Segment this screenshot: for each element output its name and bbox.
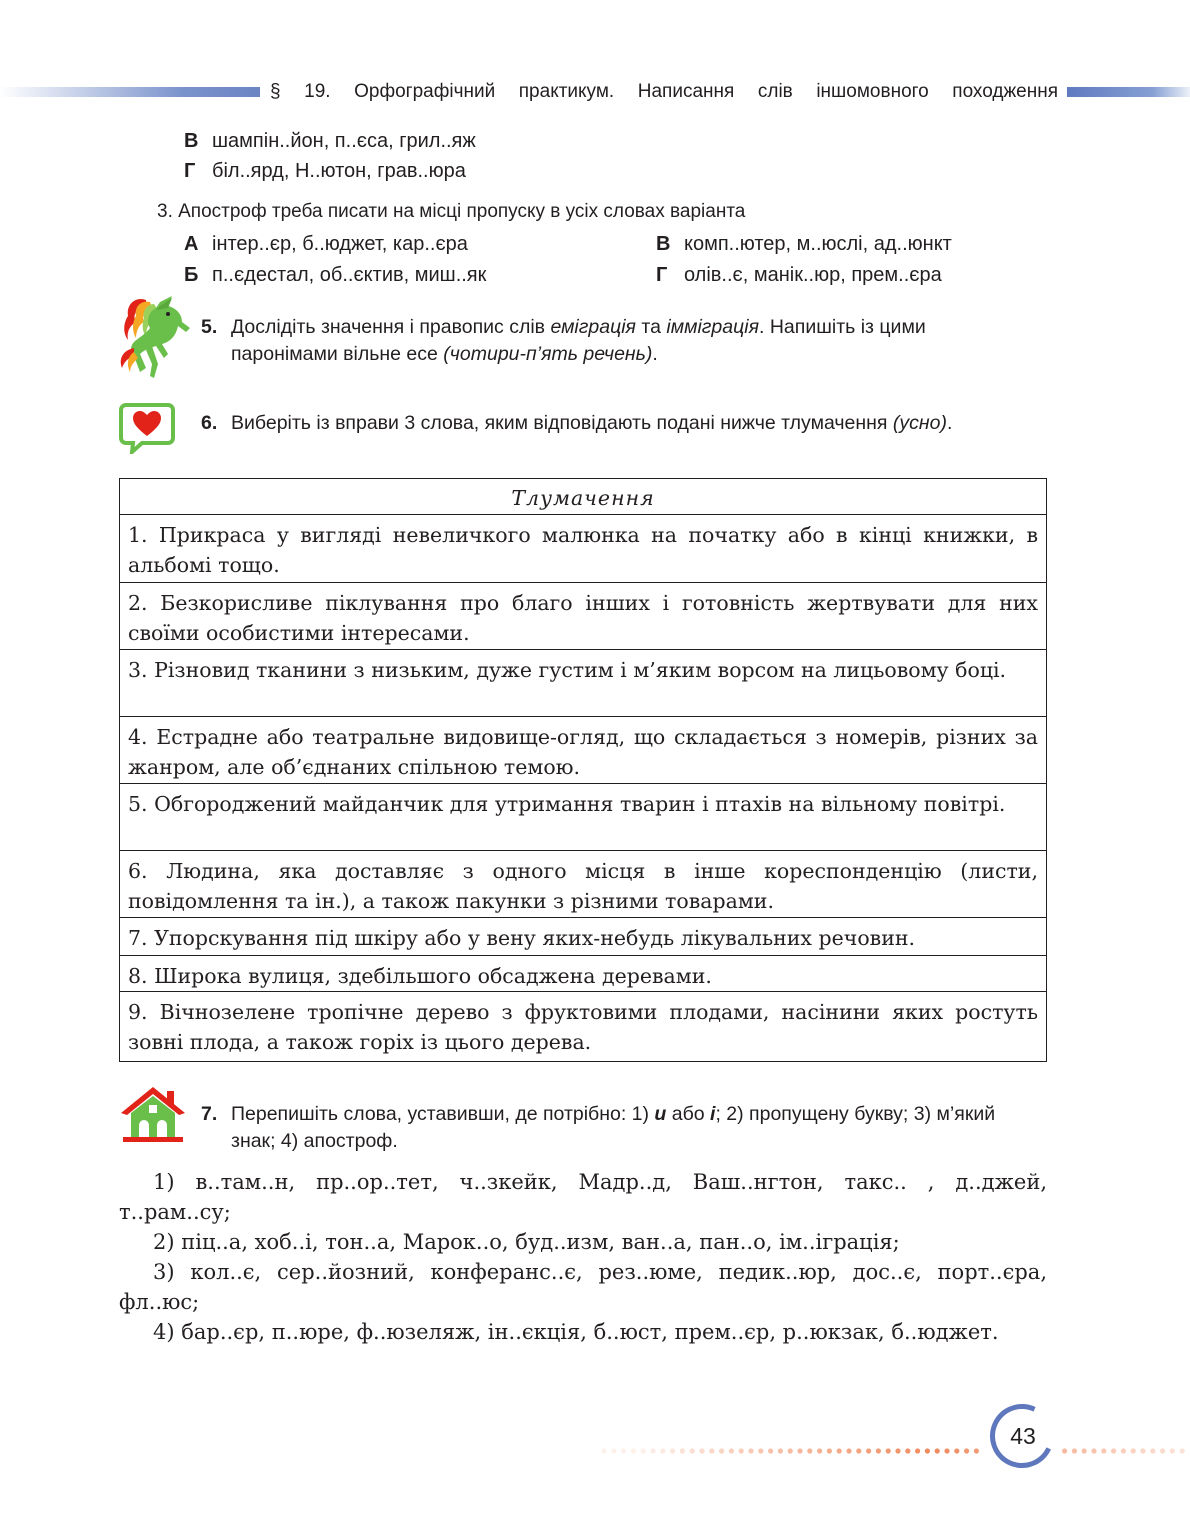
decorative-dot [699,1448,704,1453]
decorative-dot [866,1448,871,1453]
table-row: 4. Естрадне або театральне видовище-огляд, що складається з номерів, різних за жанром, але об’єднаних спільною темою. [120,717,1046,784]
decorative-dot [621,1448,626,1453]
decorative-dot [837,1448,842,1453]
table-header: Тлумачення [120,479,1046,515]
decorative-dot [905,1448,910,1453]
decorative-dot [601,1448,606,1453]
decorative-dot [964,1448,969,1453]
decorative-dots [600,1447,1190,1455]
q3-option-a: А інтер..єр, б..юджет, кар..єра [184,233,468,255]
list-item: 2) піц..а, хоб..і, тон..а, Марок..о, буд..изм, ван..а, пан..о, ім..іграція; [153,1230,900,1254]
decorative-dot [719,1448,724,1453]
decorative-dot [670,1448,675,1453]
list-item: 3) кол..є, сер..йозний, конферанс..є, рез..юме, педик..юр, дос..є, порт..єра, фл..юс; [119,1260,1047,1314]
header-rule-left [0,87,260,97]
decorative-dot [650,1448,655,1453]
decorative-dot [915,1448,920,1453]
running-header: § 19. Орфографічний практикум. Написання слів іншомовного походження [270,81,1058,102]
list-item: 1) в..там..н, пр..ор..тет, ч..зкейк, Мадр..д, Ваш..нгтон, такс.. , д..джей, т..рам..су; [119,1170,1047,1224]
decorative-dot [709,1448,714,1453]
table-row: 9. Вічнозелене тропічне дерево з фруктовими плодами, насінини яких ростуть зовні плода, а також горіх із цього дерева. [128,1000,1038,1054]
decorative-dot [1160,1448,1165,1453]
decorative-dot [1062,1448,1067,1453]
decorative-dot [807,1448,812,1453]
q3-option-b: Б п..єдестал, об..єктив, миш..як [184,264,487,286]
table-row: 1. Прикраса у вигляді невеличкого малюнка на початку або в кінці книжки, в альбомі тощо. [120,515,1046,583]
decorative-dot [641,1448,646,1453]
decorative-dot [660,1448,665,1453]
decorative-dot [1072,1448,1077,1453]
decorative-dot [768,1448,773,1453]
decorative-dot [1091,1448,1096,1453]
decorative-dot [817,1448,822,1453]
decorative-dot [758,1448,763,1453]
decorative-dot [1150,1448,1155,1453]
decorative-dot [895,1448,900,1453]
decorative-dot [1170,1448,1175,1453]
decorative-dot [935,1448,940,1453]
exercise-6: 6. Виберіть із вправи 3 слова, яким відповідають подані нижче тлумачення (усно). [201,410,1001,437]
decorative-dot [1101,1448,1106,1453]
exercise-6-number: 6. [201,412,218,434]
exercise-7-number: 7. [201,1103,218,1125]
table-row: 8. Широка вулиця, здебільшого обсаджена деревами. [120,956,1046,992]
decorative-dot [974,1448,979,1453]
house-icon [119,1085,187,1143]
decorative-dot [954,1448,959,1453]
page-number: 43 [1010,1423,1036,1449]
decorative-dot [797,1448,802,1453]
decorative-dot [788,1448,793,1453]
decorative-dot [846,1448,851,1453]
decorative-dot [827,1448,832,1453]
decorative-dot [611,1448,616,1453]
exercise-7: 7. Перепишіть слова, уставивши, де потрібно: 1) и або і; 2) пропущену букву; 3) м’який знак; 4) апостроф. [201,1103,996,1152]
decorative-dot [680,1448,685,1453]
heart-speech-icon [118,402,176,454]
decorative-dot [876,1448,881,1453]
table-row: 2. Безкорисливе піклування про благо інших і готовність жертвувати для них своїми особистими інтересами. [120,583,1046,650]
decorative-dot [631,1448,636,1453]
q3-option-v: В комп..ютер, м..юслі, ад..юнкт [656,233,952,255]
decorative-dot [856,1448,861,1453]
exercise-5: 5. Дослідіть значення і правопис слів еміграція та імміграція. Напишіть із цими паронімами вільне есе (чотири-п’ять речень). [201,316,926,365]
header-rule-right [1067,87,1190,97]
decorative-dot [778,1448,783,1453]
decorative-dot [1131,1448,1136,1453]
option-v: В шампін..йон, п..єса, грил..яж [184,130,476,152]
list-item: 4) бар..єр, п..юре, ф..юзеляж, ін..єкція, б..юст, прем..єр, р..юкзак, б..юджет. [153,1320,999,1344]
decorative-dot [944,1448,949,1453]
question-3: 3. Апостроф треба писати на місці пропуску в усіх словах варіанта [157,201,746,222]
table-row: 6. Людина, яка доставляє з одного місця в інше кореспонденцію (листи, повідомлення та ін.), а також пакунки з різними товарами. [120,851,1046,918]
decorative-dot [1180,1448,1185,1453]
table-row: 7. Упорскування під шкіру або у вену яких-небудь лікувальних речовин. [120,918,1046,956]
decorative-dot [690,1448,695,1453]
decorative-dot [748,1448,753,1453]
q3-option-g: Г олів..є, манік..юр, прем..єра [656,264,942,286]
decorative-dot [1140,1448,1145,1453]
option-g: Г біл..ярд, Н..ютон, грав..юра [184,160,466,182]
decorative-dot [729,1448,734,1453]
exercise-5-number: 5. [201,316,218,338]
decorative-dot [739,1448,744,1453]
table-row: 5. Обгороджений майданчик для утримання тварин і птахів на вільному повітрі. [120,784,1046,851]
decorative-dot [1111,1448,1116,1453]
decorative-dot [1082,1448,1087,1453]
exercise-7-words [119,1167,1047,1347]
unicorn-icon [116,292,198,380]
decorative-dot [925,1448,930,1453]
definitions-table [119,478,1047,1062]
decorative-dot [886,1448,891,1453]
table-row: 3. Різновид тканини з низьким, дуже густим і м’яким ворсом на лицьовому боці. [120,650,1046,717]
decorative-dot [1121,1448,1126,1453]
